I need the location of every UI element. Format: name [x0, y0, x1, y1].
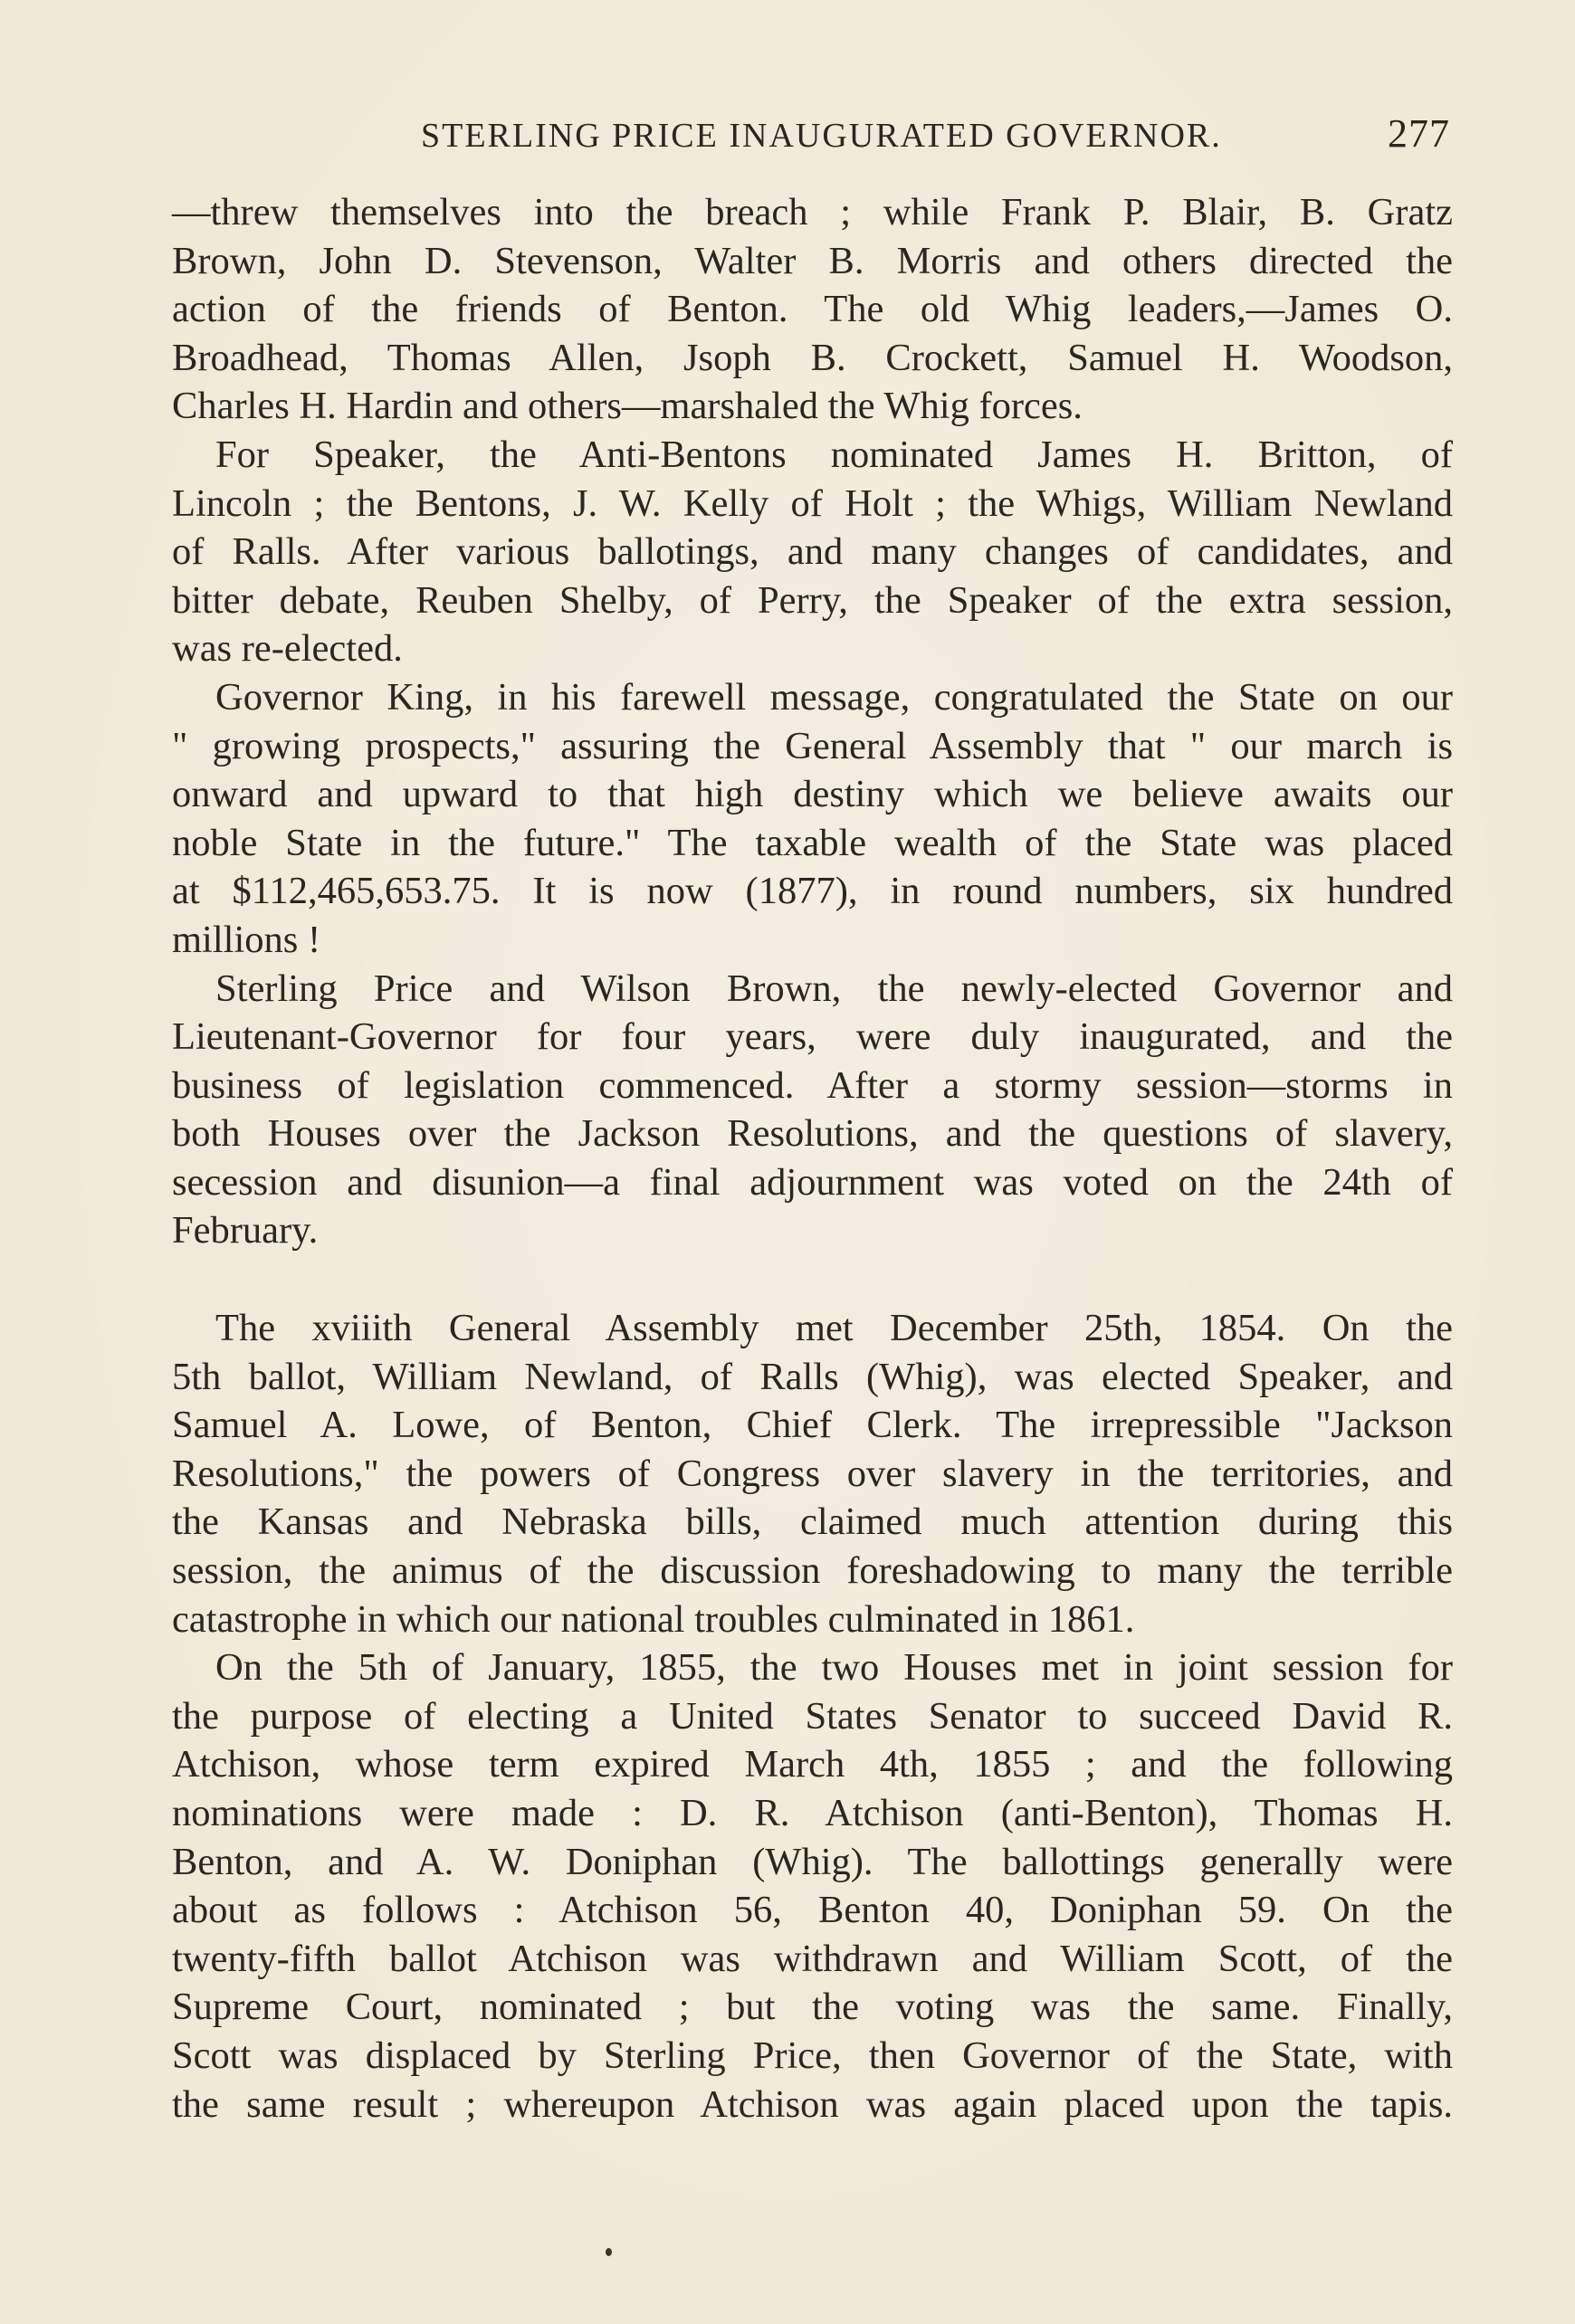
text-line: the Kansas and Nebraska bills, claimed much attention during this — [172, 1500, 1453, 1544]
body-text — [172, 188, 1453, 2129]
paragraph-5 — [172, 1304, 1453, 1643]
text-line: of Ralls. After various ballotings, and many changes of candidates, and — [172, 530, 1453, 574]
page-number: 277 — [1388, 111, 1450, 156]
text-line: Supreme Court, nominated ; but the voting was the same. Finally, — [172, 1986, 1453, 2029]
text-line: The xviiith General Assembly met December 25th, 1854. On the — [215, 1307, 1453, 1350]
text-line: secession and disunion—a final adjournment was voted on the 24th of — [172, 1160, 1453, 1204]
paragraph-3 — [172, 673, 1453, 965]
text-line: business of legislation commenced. After a stormy session—storms in — [172, 1063, 1453, 1107]
text-line: action of the friends of Benton. The old Whig leaders,—James O. — [172, 288, 1453, 331]
text-line: 5th ballot, William Newland, of Ralls (Whig), was elected Speaker, and — [172, 1355, 1453, 1398]
text-line: nominations were made : D. R. Atchison (anti-Benton), Thomas H. — [172, 1792, 1453, 1834]
text-line: February. — [172, 1209, 319, 1252]
text-line: twenty-fifth ballot Atchison was withdrawn and William Scott, of the — [172, 1937, 1453, 1980]
text-line: at $112,465,653.75. It is now (1877), in round numbers, six hundred — [172, 870, 1453, 913]
printer-mark — [606, 2248, 612, 2256]
text-line: Charles H. Hardin and others—marshaled the Whig forces. — [172, 385, 1083, 428]
paragraph-4 — [172, 965, 1453, 1256]
text-line: about as follows : Atchison 56, Benton 40, Doniphan 59. On the — [172, 1889, 1453, 1932]
page-header — [172, 111, 1466, 168]
text-line: Samuel A. Lowe, of Benton, Chief Clerk. The irrepressible "Jackson — [172, 1404, 1453, 1447]
text-line: bitter debate, Reuben Shelby, of Perry, the Speaker of the extra session, — [172, 578, 1453, 622]
text-line: the purpose of electing a United States Senator to succeed David R. — [172, 1694, 1453, 1738]
text-line: Scott was displaced by Sterling Price, then Governor of the State, with — [172, 2034, 1453, 2077]
text-line: Sterling Price and Wilson Brown, the newly-elected Governor and — [215, 967, 1453, 1010]
paragraph-1 — [172, 188, 1453, 431]
text-line: was re-elected. — [172, 627, 403, 671]
text-line: session, the animus of the discussion foreshadowing to many the terrible — [172, 1549, 1453, 1593]
text-line: " growing prospects," assuring the General Assembly that " our march is — [172, 724, 1453, 767]
text-line: Benton, and A. W. Doniphan (Whig). The ballottings generally were — [172, 1840, 1453, 1883]
text-line: Resolutions," the powers of Congress over slavery in the territories, and — [172, 1452, 1453, 1495]
text-line: On the 5th of January, 1855, the two Houses met in joint session for — [215, 1646, 1453, 1690]
text-line: —threw themselves into the breach ; while Frank P. Blair, B. Gratz — [172, 191, 1453, 233]
paragraph-2 — [172, 431, 1453, 673]
text-line: Broadhead, Thomas Allen, Jsoph B. Crockett, Samuel H. Woodson, — [172, 336, 1453, 379]
text-line: both Houses over the Jackson Resolutions, and the questions of slavery, — [172, 1112, 1453, 1156]
text-line: Brown, John D. Stevenson, Walter B. Morris and others directed the — [172, 239, 1453, 282]
text-line: noble State in the future." The taxable wealth of the State was placed — [172, 821, 1453, 864]
text-line: Lincoln ; the Bentons, J. W. Kelly of Holt ; the Whigs, William Newland — [172, 481, 1453, 525]
section-gap — [172, 1255, 1453, 1304]
text-line: the same result ; whereupon Atchison was again placed upon the tapis. — [172, 2082, 1453, 2126]
text-line: For Speaker, the Anti-Bentons nominated James H. Britton, of — [215, 433, 1453, 476]
text-line: Atchison, whose term expired March 4th, 1855 ; and the following — [172, 1743, 1453, 1786]
paragraph-6 — [172, 1643, 1453, 2129]
text-line: Lieutenant-Governor for four years, were duly inaugurated, and the — [172, 1015, 1453, 1059]
text-line: Governor King, in his farewell message, congratulated the State on our — [215, 675, 1453, 719]
text-line: catastrophe in which our national troubles culminated in 1861. — [172, 1597, 1135, 1641]
text-line: onward and upward to that high destiny which we believe awaits our — [172, 773, 1453, 816]
running-title: STERLING PRICE INAUGURATED GOVERNOR. — [421, 117, 1222, 155]
text-line: millions ! — [172, 918, 321, 961]
